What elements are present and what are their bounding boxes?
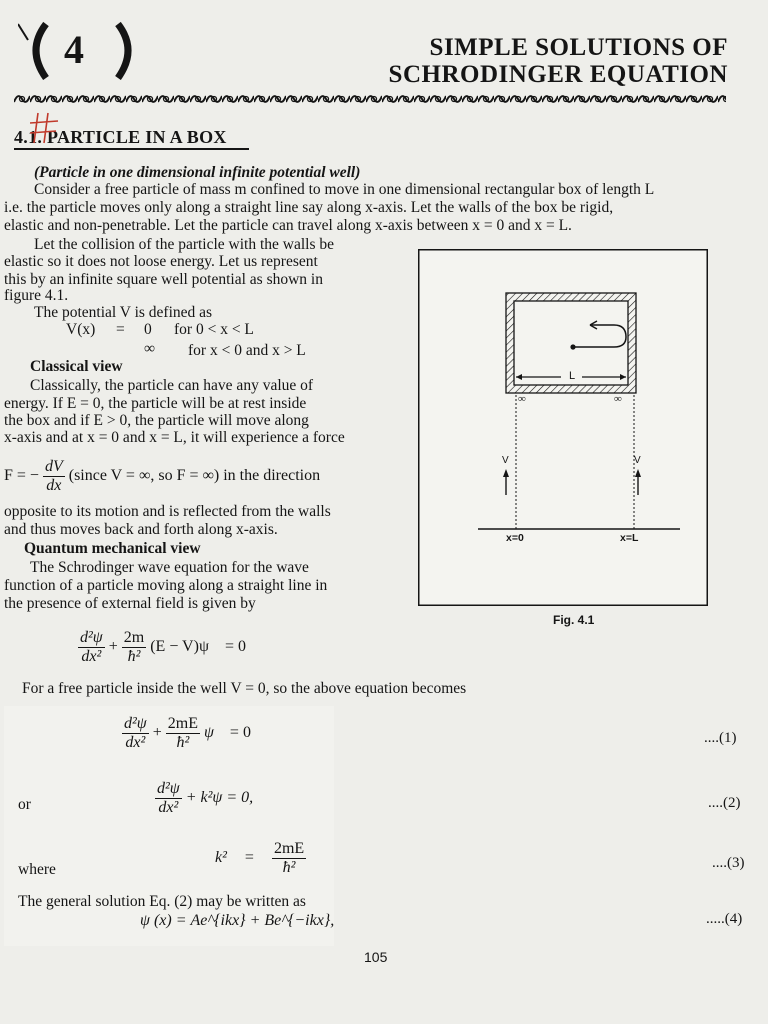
chapter-number: 4 [64,27,84,72]
force-equation [4,458,320,495]
frac [272,840,306,877]
heading-underline [14,148,249,150]
equation-1 [122,715,251,752]
potential-value-outside: ∞ [144,340,156,357]
den: dx² [158,799,179,816]
para1-line: Consider a free particle of mass m confined to move in one dimensional rectangular box of length L [34,181,655,198]
equation-3 [215,840,306,877]
force-lhs: F = − [4,467,39,485]
force-den: dx [46,477,62,494]
frac-2m [122,629,146,666]
section-subtitle: (Particle in one dimensional infinite potential well) [34,164,361,181]
page-number: 105 [364,949,388,965]
figure-inf-right: ∞ [614,393,622,405]
potential-intro: The potential V is defined as [34,304,213,321]
num: 2mE [273,840,305,857]
potential-value-inside: 0 [144,321,152,338]
equation-4-number: .....(4) [706,911,743,927]
para1-line: i.e. the particle moves only along a straight line say along x-axis. Let the walls of the box be rigid, [4,199,614,216]
general-solution-text: The general solution Eq. (2) may be written as [18,893,306,910]
equation-2-number: ....(2) [708,795,741,811]
free-particle-text: For a free particle inside the well V = 0, so the above equation becomes [22,680,467,697]
classical-after: opposite to its motion and is reflected from the walls [4,503,331,520]
classical-line: Classically, the particle can have any value of [30,377,314,394]
quantum-line: the presence of external field is given by [4,595,256,612]
figure-label-L: L [569,370,576,382]
frac [122,715,149,752]
num: d²ψ [124,715,147,732]
force-rest: (since V = ∞, so F = ∞) in the direction [68,467,321,485]
quantum-line: function of a particle moving along a straight line in [4,577,328,594]
num: d²ψ [80,629,103,646]
den: dx² [81,648,102,665]
rhs: = 0 [229,724,251,742]
where-label: where [18,861,56,878]
para2-line: this by an infinite square well potential as shown in [4,271,323,288]
classical-line: the box and if E > 0, the particle will move along [4,412,309,429]
den: dx² [125,734,146,751]
den: ħ² [176,734,190,751]
force-fraction [43,458,65,495]
classical-line: energy. If E = 0, the particle will be at rest inside [4,395,307,412]
potential-cond-inside: for 0 < x < L [174,321,254,338]
classical-line: x-axis and at x = 0 and x = L, it will experience a force [4,429,345,446]
or-label: or [18,796,31,813]
figure-inf-left: ∞ [518,393,526,405]
para2-line: elastic so it does not loose energy. Let us represent [4,253,318,270]
handwritten-mark [30,111,60,145]
rhs: = 0 [224,638,246,656]
plus: + [108,638,118,656]
section-heading: 4.1. PARTICLE IN A BOX [14,127,227,147]
potential-equals: = [116,321,125,338]
schrodinger-equation [78,629,246,666]
frac-d2psi [78,629,105,666]
frac [155,780,182,817]
quantum-line: The Schrodinger wave equation for the wave [30,559,309,576]
classical-heading: Classical view [30,358,123,375]
figure-infinite-well [418,249,708,606]
plus: + [152,724,162,742]
figure-caption: Fig. 4.1 [553,613,595,627]
equation-2 [155,780,253,817]
chapter-title-line2: SCHRODINGER EQUATION [388,61,728,88]
num: d²ψ [157,780,180,797]
potential-cond-outside: for x < 0 and x > L [188,342,306,359]
lhs: k² [215,849,227,867]
frac [166,715,200,752]
psi: ψ [203,724,214,742]
figure-v-right: V [634,455,641,466]
num: 2m [123,629,145,646]
figure-v-left: V [502,455,509,466]
den: ħ² [282,859,296,876]
den: ħ² [127,648,141,665]
para2-line: figure 4.1. [4,287,69,304]
figure-x0: x=0 [506,532,524,544]
rest: + k²ψ = 0, [185,789,254,807]
para1-line: elastic and non-penetrable. Let the particle can travel along x-axis between x = 0 and x = L. [4,217,572,234]
rest: (E − V)ψ [150,638,209,656]
quantum-heading: Quantum mechanical view [24,540,201,557]
potential-lhs: V(x) [66,321,96,338]
classical-after: and thus moves back and forth along x-axis. [4,521,278,538]
equation-4: ψ (x) = Ae^{ikx} + Be^{−ikx}, [140,912,335,929]
equation-3-number: ....(3) [712,855,745,871]
eq: = [244,849,254,867]
para2-line: Let the collision of the particle with the walls be [34,236,335,253]
figure-xL: x=L [620,532,639,544]
chapter-title-line1: SIMPLE SOLUTIONS OF [429,34,728,61]
num: 2mE [167,715,198,732]
ornamental-divider [14,92,726,106]
force-num: dV [44,458,63,475]
equation-1-number: ....(1) [704,730,737,746]
